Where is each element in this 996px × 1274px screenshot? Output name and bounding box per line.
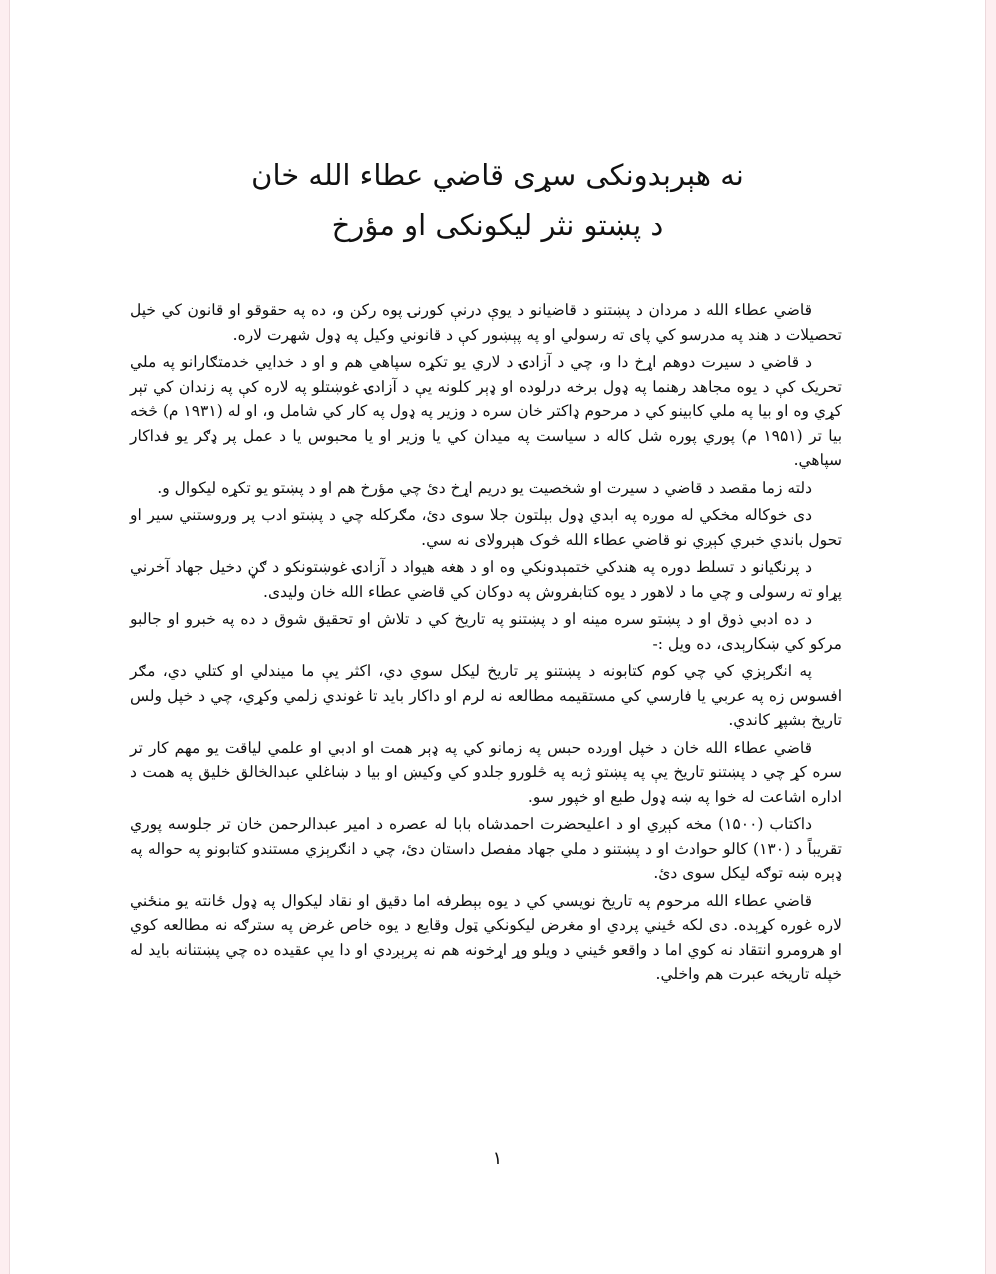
paragraph: په انګرېزي کي چي کوم کتابونه د پښتنو پر تاريخ ليکل سوي دي، اکثر يې ما ميندلي او کتلي دي، مګر افسوس زه په عربي يا فارسي کي مستقيمه مطالعه نه لرم او داکار بايد تا غوندي زلمي وکړي، چي د خپل ولس تاريخ بشپړ کاندي. bbox=[130, 662, 842, 729]
paragraph: داکتاب (۱۵۰۰) مخه کېږي او د اعليحضرت احمدشاه بابا له عصره د امير عبدالرحمن خان تر جلوسه پوري تقريباً د (۱۳۰) کالو حوادث او د پښتنو د ملي جهاد مفصل داستان دئ، چي د انګرېزي مستندو کتابونو په حواله په ډېره ښه توګه ليکل سوی دئ. bbox=[130, 815, 842, 882]
paragraph: دلته زما مقصد د قاضي د سيرت او شخصيت يو دريم اړخ دئ چي مؤرخ هم او د پښتو يو تکړه ليکوال و. bbox=[157, 478, 812, 497]
paragraph: قاضي عطاء الله خان د خپل اوږده حبس په زمانو کي په ډېر همت او ادبي او علمي لياقت يو مهم کار تر سره کړ چي د پښتنو تاريخ يې په پښتو ژبه په څلورو جلدو کي وکيښ او بيا د ښاغلي عبدالخالق خليق په همت د اداره اشاعت له خوا په ښه ډول طبع او خپور سو. bbox=[130, 738, 842, 806]
body-text bbox=[130, 298, 842, 990]
paragraph: د پرنګيانو د تسلط دوره په هندکي ختمېدونکي وه او د هغه هيواد د آزادۍ غوښتونکو د ګڼ دخيل جهاد آخرني پړاو ته رسولی و چي ما د لاهور د يوه کتابفروش په دوکان کي قاضي عطاء الله خان وليدی. bbox=[130, 558, 842, 601]
paragraph: د ده ادبي ذوق او د پښتو سره مينه او د پښتنو په تاريخ کي د تلاش او تحقيق شوق د ده په خبرو او جالبو مرکو کي ښکارېدی، ده ويل :- bbox=[130, 610, 842, 653]
page-number: ۱ bbox=[492, 1148, 503, 1169]
paragraph: دی خوکاله مخکي له موږه په ابدي ډول بېلتون جلا سوی دئ، مګرکله چي د پښتو ادب پر وروستني سير او تحول باندي خبري کېږي نو قاضي عطاء الله څوک هېرولای نه سي. bbox=[130, 506, 842, 549]
paragraph: د قاضي د سيرت دوهم اړخ دا و، چي د آزادۍ د لاري يو تکړه سپاهي هم و او د خدايي خدمتګارانو په ملي تحريک کې د يوه مجاهد رهنما په ډول برخه درلوده او ډېر کلونه يې د آزادۍ غوښتلو په لاره کې په زندان کي تېر کړي وه او بيا په ملي کابينو کي د مرحوم ډاکتر خان سره د وزير په ډول په کار کي شامل و، او له (۱۹۳۱ م) څخه بيا تر (۱۹۵۱ م) پوري پوره شل کاله د سياست په ميدان کي يا وزير او يا محبوس يا د عمل پر ډګر يو فداکار سپاهي. bbox=[130, 353, 843, 469]
paragraph: قاضي عطاء الله مرحوم په تاريخ نويسي کي د يوه بېطرفه اما دقيق او نقاد ليکوال په ډول ځانته يو منځني لاره غوره کړېده. دی لکه ځيني پردي او مغرض ليکونکي ټول وقايع د يوه خاص غرض په سترګه نه مطالعه کوي او هرومرو انتقاد نه کوي اما د واقعو ځيني د ويلو وړ اړخونه هم نه پرېږدي او دا يې عقيده ده چي پښتنانه بايد له خپله تاريخه عبرت هم واخلي. bbox=[130, 891, 842, 983]
page-title bbox=[110, 150, 885, 250]
document-page bbox=[9, 0, 986, 1274]
title-line-1: نه هېرېدونکی سړی قاضي عطاء الله خان bbox=[251, 158, 744, 192]
title-line-2: د پښتو نثر ليکونکی او مؤرخ bbox=[331, 208, 664, 242]
paragraph: قاضي عطاء الله د مردان د پښتنو د قاضيانو د يوې درنې کورنۍ پوه رکن و، ده په حقوقو او قانون کي خپل تحصيلات د هند په مدرسو کي پای ته رسولي او په پېښور کې د قانوني وکيل په ډول شهرت لاره. bbox=[130, 301, 842, 344]
